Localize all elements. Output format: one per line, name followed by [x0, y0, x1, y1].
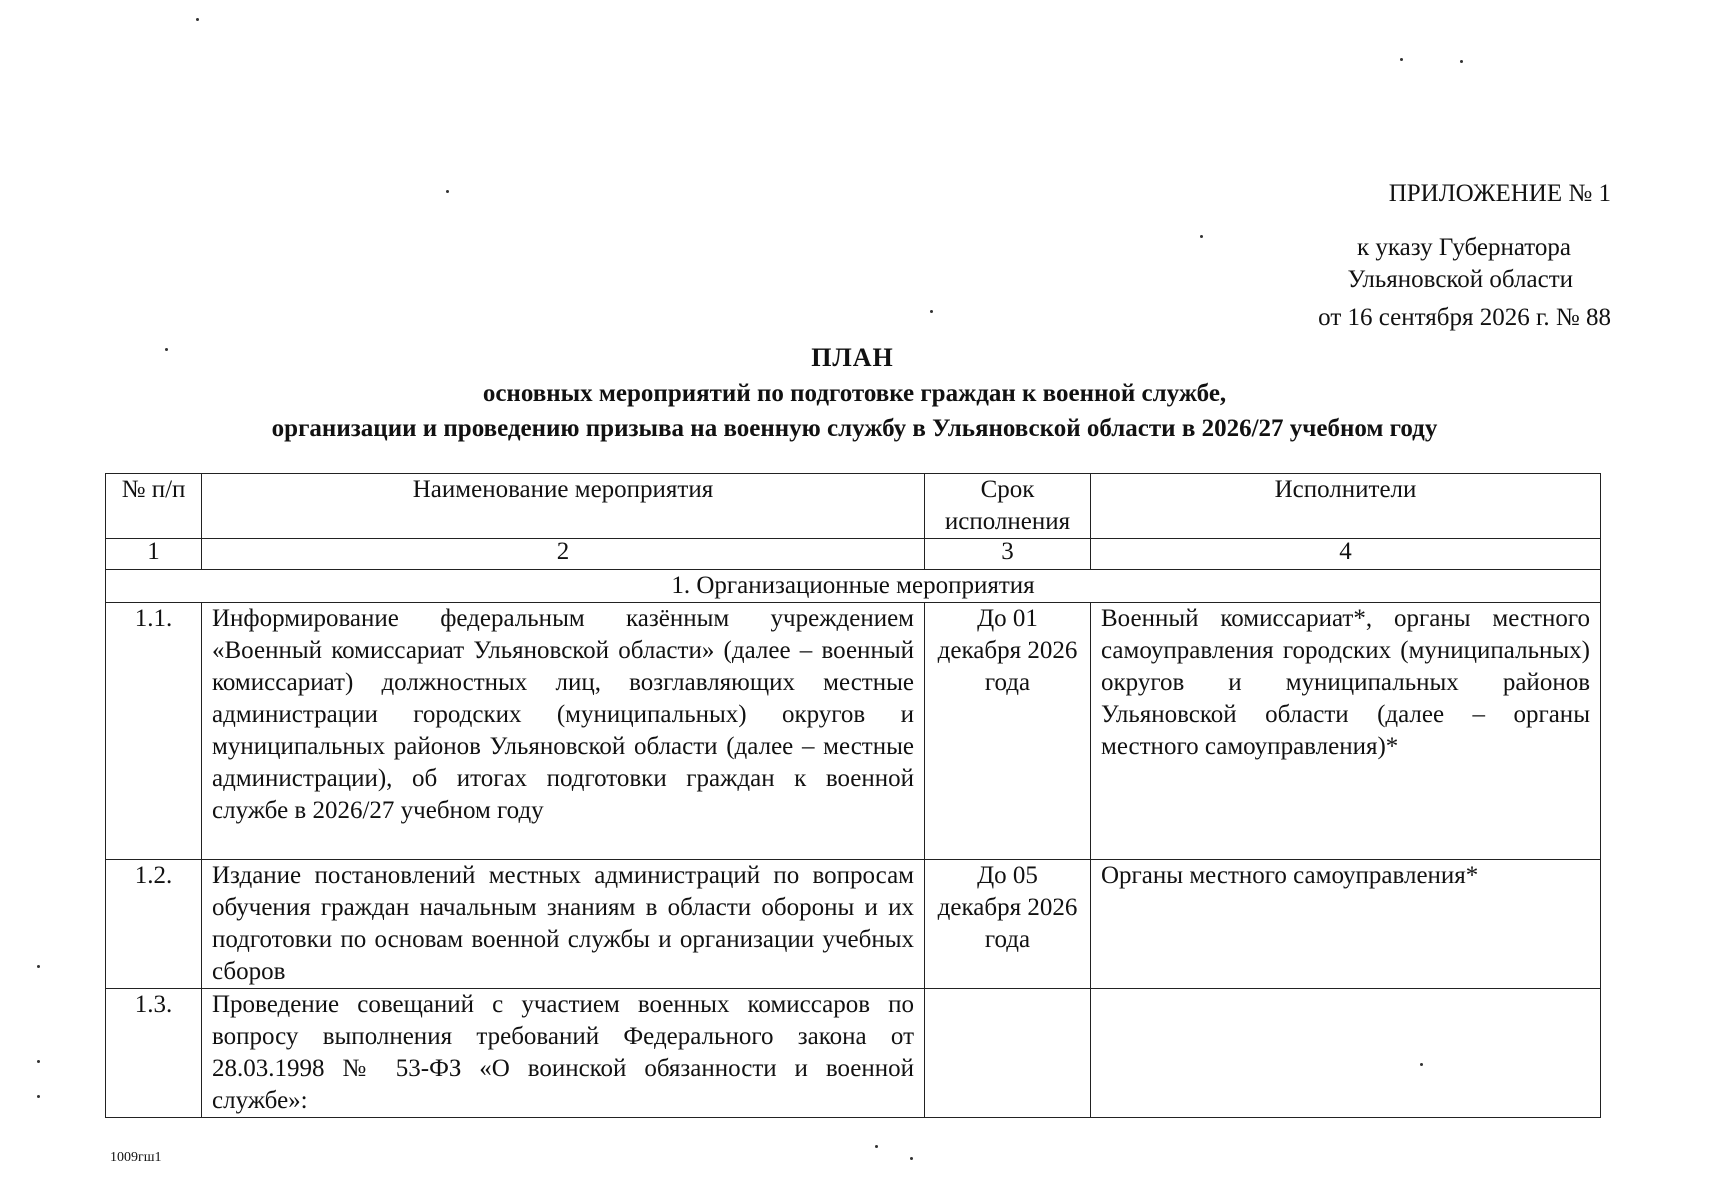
plan-subtitle-1: основных мероприятий по подготовке граждан к военной службе, — [482, 380, 1227, 407]
header-name: Наименование мероприятия — [202, 474, 925, 539]
row-deadline: До 01 декабря 2026 года — [925, 603, 1091, 860]
header-num: № п/п — [106, 474, 202, 539]
col-number: 2 — [202, 539, 925, 570]
row-name: Издание постановлений местных администраций по вопросам обучения граждан начальным знаниям в области обороны и их подготовки по основам военной службы и организации учебных сборов — [202, 860, 925, 989]
scan-speck — [1400, 58, 1403, 61]
scan-speck — [1420, 1063, 1423, 1066]
scan-speck — [930, 310, 933, 313]
row-name: Информирование федеральным казённым учреждением «Военный комиссариат Ульяновской области» (далее – военный комиссариат) должностных лиц, возглавляющих местные администрации городских (муниципальных) округов и муниципальных районов Ульяновской области (далее – местные администрации), об итогах подготовки граждан к военной службе в 2026/27 учебном году — [202, 603, 925, 860]
row-number: 1.2. — [106, 860, 202, 989]
scan-speck — [446, 190, 449, 193]
appendix-line-3: от 16 сентября 2026 г. № 88 — [1318, 304, 1611, 331]
scan-speck — [196, 18, 199, 21]
plan-heading: ПЛАН — [811, 343, 894, 372]
row-executors: Военный комиссариат*, органы местного самоуправления городских (муниципальных) округов и муниципальных районов Ульяновской области (далее – органы местного самоуправления)* — [1091, 603, 1601, 860]
table-header-row — [106, 474, 1601, 539]
row-executors: Органы местного самоуправления* — [1091, 860, 1601, 989]
table-row — [106, 989, 1601, 1118]
row-deadline: До 05 декабря 2026 года — [925, 860, 1091, 989]
appendix-line-2: Ульяновской области — [1347, 266, 1573, 293]
row-number: 1.3. — [106, 989, 202, 1118]
col-number: 3 — [925, 539, 1091, 570]
row-name: Проведение совещаний с участием военных комиссаров по вопросу выполнения требований Федерального закона от 28.03.1998 № 53-ФЗ «О воинской обязанности и военной службе»: — [202, 989, 925, 1118]
col-number: 1 — [106, 539, 202, 570]
table-row — [106, 860, 1601, 989]
appendix-line-1: к указу Губернатора — [1356, 234, 1571, 261]
scan-speck — [37, 1060, 40, 1063]
scan-speck — [37, 965, 40, 968]
section-row — [106, 570, 1601, 603]
scan-speck — [165, 348, 168, 351]
plan-title — [0, 340, 1709, 446]
header-executors: Исполнители — [1091, 474, 1601, 539]
header-deadline: Срок исполнения — [925, 474, 1091, 539]
scan-speck — [875, 1145, 878, 1148]
row-executors — [1091, 989, 1601, 1118]
plan-table — [105, 473, 1601, 1118]
column-number-row — [106, 539, 1601, 570]
scan-speck — [1200, 235, 1203, 238]
appendix-block — [1318, 178, 1611, 334]
table-row — [106, 603, 1601, 860]
scan-speck — [1460, 60, 1463, 63]
row-deadline — [925, 989, 1091, 1118]
scan-speck — [37, 1095, 40, 1098]
plan-subtitle-2: организации и проведению призыва на военную службу в Ульяновской области в 2026/27 учебном году — [271, 415, 1438, 442]
scan-speck — [910, 1157, 913, 1160]
document-code: 1009гш1 — [110, 1150, 162, 1165]
col-number: 4 — [1091, 539, 1601, 570]
row-number: 1.1. — [106, 603, 202, 860]
appendix-title: ПРИЛОЖЕНИЕ № 1 — [1388, 180, 1611, 207]
section-title: 1. Организационные мероприятия — [106, 570, 1601, 603]
